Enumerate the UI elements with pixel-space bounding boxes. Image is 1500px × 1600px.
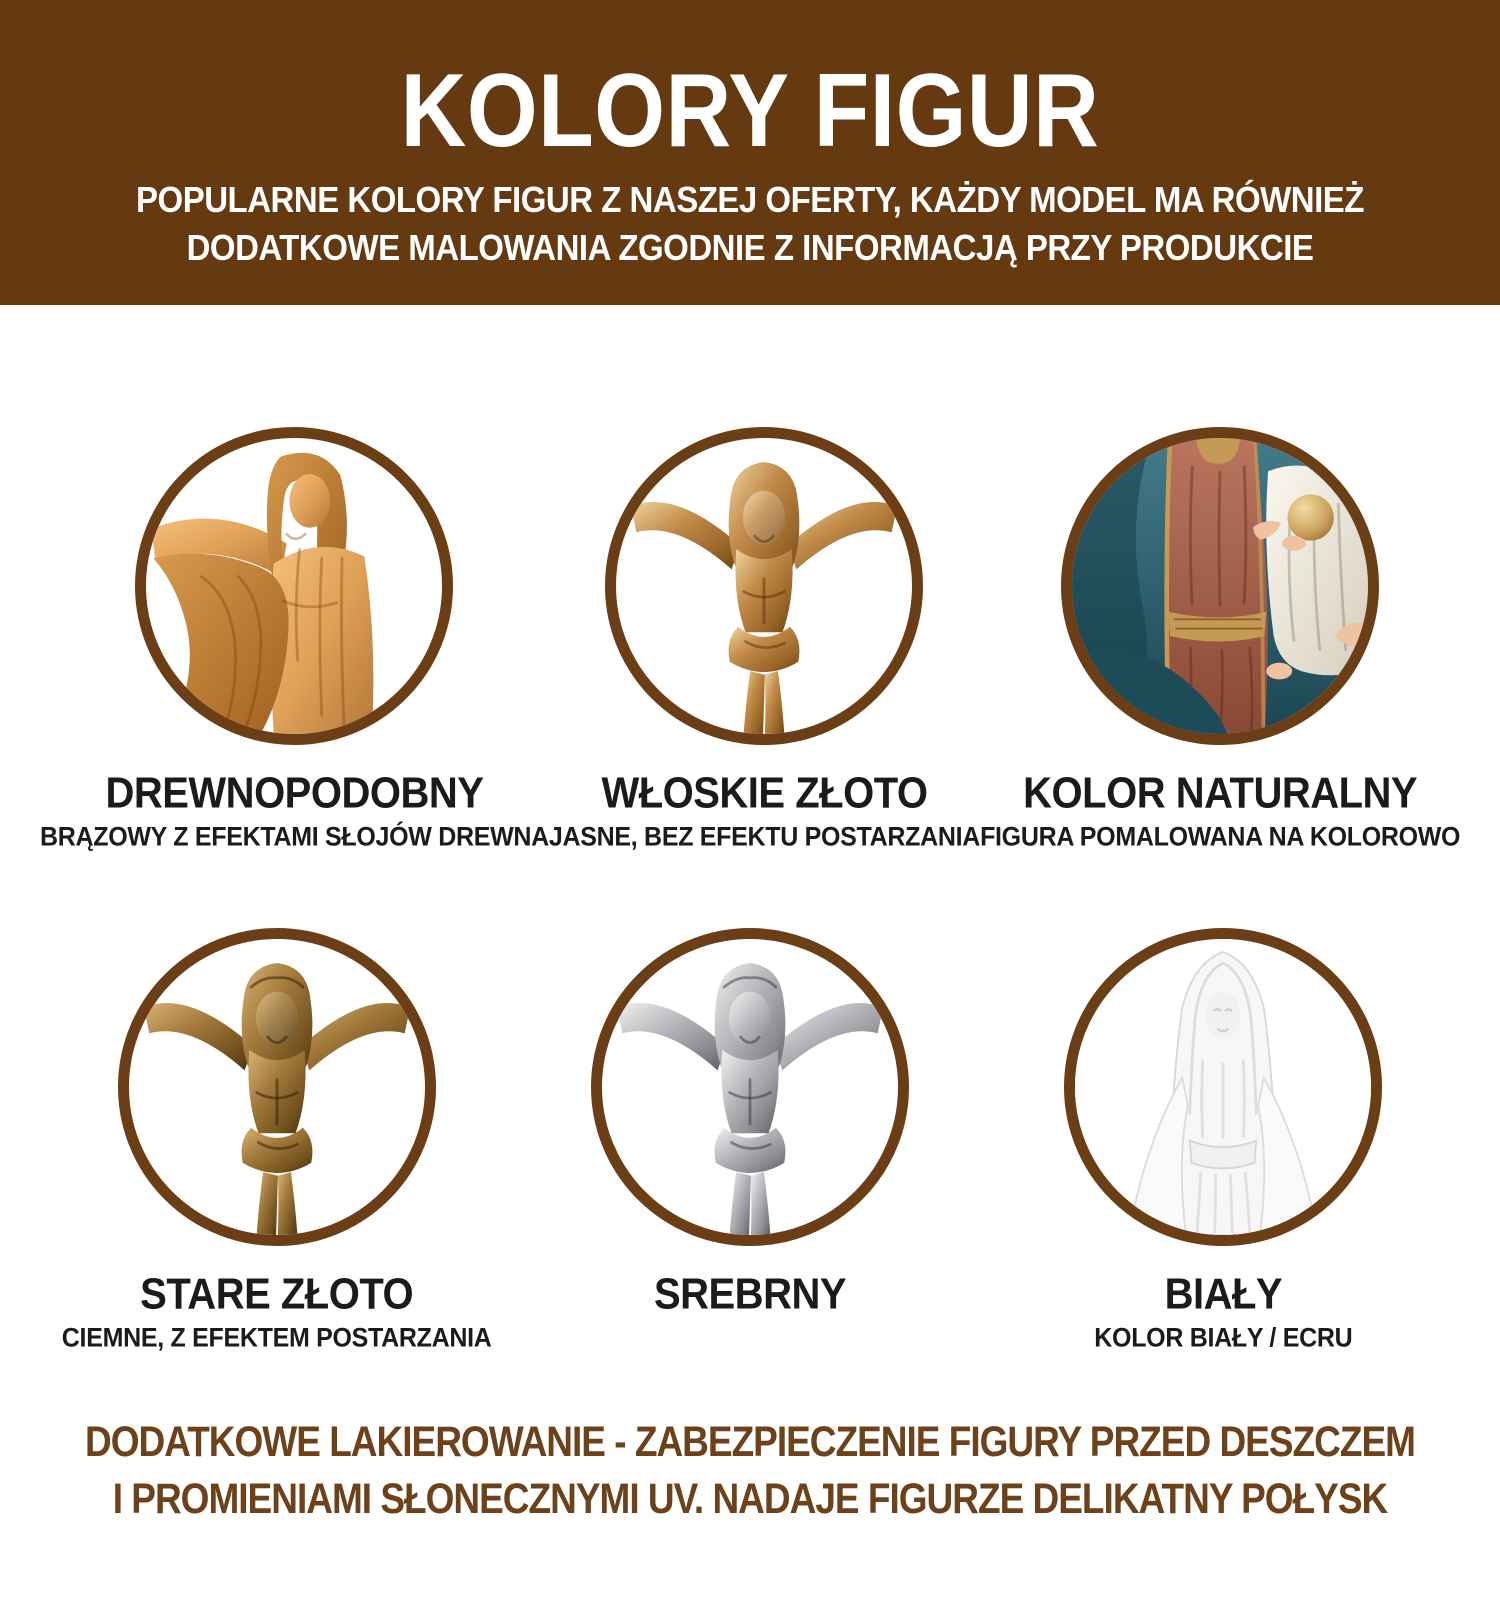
page-title: KOLORY FIGUR	[400, 53, 1100, 169]
old-gold-crucifix-graphic	[129, 939, 425, 1235]
wood-statue-image	[135, 427, 453, 745]
footer-line1: DODATKOWE LAKIEROWANIE - ZABEZPIECZENIE FIGURY PRZED DESZCZEM	[85, 1417, 1415, 1466]
swatch-caption	[62, 1246, 492, 1353]
swatch-title: WŁOSKIE ZŁOTO	[601, 768, 928, 818]
silver-statue-image	[591, 928, 909, 1246]
swatch-row-1	[40, 427, 1460, 852]
swatch-subtitle: JASNE, BEZ EFEKTU POSTARZANIA	[548, 821, 981, 853]
swatch-caption	[40, 745, 549, 852]
header-subtitle-line2: DODATKOWE MALOWANIA ZGODNIE Z INFORMACJĄ PRZY PRODUKCIE	[186, 227, 1314, 268]
painted-statue-image	[1061, 427, 1379, 745]
swatch-title: SREBRNY	[653, 1269, 847, 1319]
swatch-subtitle: CIEMNE, Z EFEKTEM POSTARZANIA	[61, 1322, 492, 1354]
footer-line2: I PROMIENIAMI SŁONECZNYMI UV. NADAJE FIGURZE DELIKATNY POŁYSK	[112, 1474, 1388, 1523]
header-subtitle-line1: POPULARNE KOLORY FIGUR Z NASZEJ OFERTY, KAŻDY MODEL MA RÓWNIEŻ	[136, 179, 1364, 220]
white-madonna-graphic	[1075, 939, 1371, 1235]
swatch-caption	[980, 745, 1460, 852]
swatch-srebrny	[513, 928, 986, 1353]
swatch-subtitle: BRĄZOWY Z EFEKTAMI SŁOJÓW DREWNA	[40, 821, 549, 853]
swatch-drewnopodobny	[40, 427, 549, 852]
dark-gold-statue-image	[118, 928, 436, 1246]
swatch-row-2	[40, 928, 1460, 1353]
swatch-subtitle: FIGURA POMALOWANA NA KOLOROWO	[980, 821, 1461, 853]
swatch-caption	[1094, 1246, 1352, 1353]
swatch-bialy	[987, 928, 1460, 1353]
swatch-title: STARE ZŁOTO	[140, 1269, 414, 1319]
white-statue-image	[1064, 928, 1382, 1246]
swatch-wloskie-zloto	[549, 427, 980, 852]
swatch-title: KOLOR NATURALNY	[1023, 768, 1418, 818]
silver-crucifix-graphic	[602, 939, 898, 1235]
footer-note	[0, 1413, 1500, 1527]
swatch-kolor-naturalny	[980, 427, 1460, 852]
gold-crucifix-graphic	[616, 438, 912, 734]
swatch-caption	[654, 1246, 846, 1324]
color-swatch-grid	[0, 427, 1500, 1353]
header-band	[0, 0, 1500, 305]
swatch-title: BIAŁY	[1164, 1269, 1283, 1319]
swatch-subtitle: KOLOR BIAŁY / ECRU	[1094, 1322, 1353, 1354]
painted-madonna-graphic	[1072, 438, 1368, 734]
swatch-stare-zloto	[40, 928, 513, 1353]
bright-gold-statue-image	[605, 427, 923, 745]
swatch-title: DREWNOPODOBNY	[105, 768, 484, 818]
wood-jesus-graphic	[146, 438, 442, 734]
swatch-caption	[549, 745, 980, 852]
